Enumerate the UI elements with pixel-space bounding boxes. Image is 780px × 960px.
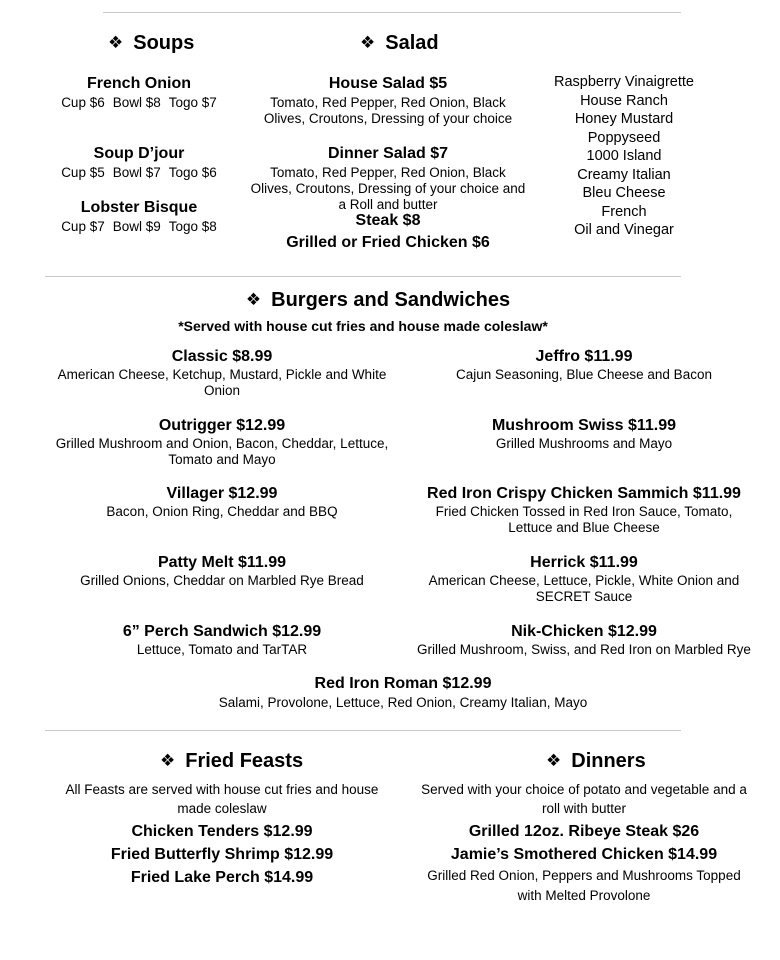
diamond-icon: ❖ (160, 751, 176, 770)
burgers-note: *Served with house cut fries and house made coleslaw* (178, 318, 548, 334)
item-name: Jeffro $11.99 (535, 348, 633, 365)
menu-item-red-iron-roman (100, 673, 706, 711)
item-name: Mushroom Swiss $11.99 (491, 417, 677, 434)
item-name: 6” Perch Sandwich $12.99 (122, 623, 322, 640)
soup-prices: Cup $6 Bowl $8 Togo $7 (61, 95, 217, 110)
item-name: Nik-Chicken $12.99 (511, 623, 657, 640)
menu-item-perch-sandwich (40, 621, 404, 658)
dinner-desc: with Melted Provolone (517, 888, 651, 903)
soup-item-soup-djour (28, 143, 250, 181)
feasts-note: All Feasts are served with house cut fries and house (65, 782, 379, 797)
diamond-icon: ❖ (108, 33, 124, 52)
diamond-icon: ❖ (546, 751, 562, 770)
soup-item-lobster-bisque (28, 197, 250, 235)
soup-name: Soup D’jour (93, 145, 185, 162)
menu-item-herrick (404, 552, 764, 605)
item-desc: Tomato and Mayo (168, 452, 276, 467)
salad-header: ❖ Salad (360, 32, 439, 54)
dressing-item: Creamy Italian (577, 166, 671, 183)
dressing-item: French (601, 203, 647, 220)
item-desc: Grilled Mushrooms and Mayo (495, 436, 673, 451)
salad-desc: Tomato, Red Pepper, Red Onion, Black (270, 165, 506, 180)
dressing-item: Bleu Cheese (582, 185, 666, 201)
feast-item: Chicken Tenders $12.99 (131, 823, 313, 840)
feasts-note: made coleslaw (177, 801, 267, 816)
section-divider (45, 730, 681, 731)
menu-item-crispy-chicken (404, 483, 764, 536)
item-desc: Onion (203, 383, 241, 398)
salad-desc: a Roll and butter (338, 197, 438, 212)
dressing-list (524, 73, 724, 240)
section-divider (45, 276, 681, 277)
menu-item-mushroom-swiss (404, 415, 764, 452)
item-desc: American Cheese, Lettuce, Pickle, White Onion and (428, 573, 740, 588)
menu-item-patty-melt (40, 552, 404, 589)
menu-item-jeffro (404, 346, 764, 383)
dressing-item: Raspberry Vinaigrette (554, 74, 694, 90)
salad-name: House Salad $5 (328, 75, 448, 92)
soups-header: ❖ Soups (108, 32, 195, 54)
soup-prices: Cup $7 Bowl $9 Togo $8 (61, 219, 217, 234)
menu-item-classic (40, 346, 404, 399)
item-name: Villager $12.99 (166, 485, 278, 502)
dressing-item: Honey Mustard (574, 111, 674, 127)
salad-chicken-addon: Grilled or Fried Chicken $6 (286, 234, 490, 251)
item-name: Red Iron Crispy Chicken Sammich $11.99 (427, 485, 741, 502)
item-desc: American Cheese, Ketchup, Mustard, Pickle and White (57, 367, 387, 382)
top-divider (103, 12, 681, 13)
dinners-section (404, 780, 764, 906)
salad-desc: Tomato, Red Pepper, Red Onion, Black (270, 95, 506, 110)
item-name: Patty Melt $11.99 (157, 554, 287, 571)
salad-house (238, 73, 538, 127)
item-desc: Bacon, Onion Ring, Cheddar and BBQ (106, 504, 338, 519)
item-desc: Grilled Mushroom, Swiss, and Red Iron on Marbled Rye (417, 642, 751, 657)
soup-name: French Onion (87, 75, 191, 92)
dinners-note: roll with butter (541, 801, 627, 816)
fried-feasts-section (40, 780, 404, 889)
item-name: Red Iron Roman $12.99 (314, 675, 492, 692)
dressing-item: House Ranch (580, 92, 668, 109)
burgers-header: ❖ Burgers and Sandwiches (245, 289, 511, 311)
soup-prices: Cup $5 Bowl $7 Togo $6 (61, 165, 217, 180)
item-desc: Cajun Seasoning, Blue Cheese and Bacon (456, 367, 712, 382)
dinner-desc: Grilled Red Onion, Peppers and Mushrooms Topped (427, 868, 741, 883)
salad-name: Dinner Salad $7 (327, 145, 449, 162)
item-desc: SECRET Sauce (535, 589, 633, 604)
item-name: Herrick $11.99 (530, 554, 638, 571)
salad-desc: Olives, Croutons, Dressing of your choice (263, 111, 513, 126)
feast-item: Fried Butterfly Shrimp $12.99 (110, 846, 334, 863)
item-name: Outrigger $12.99 (158, 417, 286, 434)
item-desc: Grilled Mushroom and Onion, Bacon, Cheddar, Lettuce, (55, 436, 389, 451)
item-desc: Grilled Onions, Cheddar on Marbled Rye Bread (80, 573, 364, 588)
item-desc: Lettuce and Blue Cheese (508, 520, 660, 535)
diamond-icon: ❖ (360, 33, 376, 52)
dinners-note: Served with your choice of potato and vegetable and a (421, 782, 747, 797)
menu-item-outrigger (40, 415, 404, 468)
dressing-item: Oil and Vinegar (574, 222, 674, 238)
dressing-item: 1000 Island (586, 148, 662, 164)
feast-item: Fried Lake Perch $14.99 (130, 869, 314, 886)
dinner-item-smothered-chicken: Jamie’s Smothered Chicken $14.99 (450, 846, 718, 863)
item-desc: Lettuce, Tomato and TarTAR (136, 642, 308, 657)
dinner-item-ribeye: Grilled 12oz. Ribeye Steak $26 (468, 823, 700, 840)
menu-item-villager (40, 483, 404, 520)
fried-feasts-header: ❖ Fried Feasts (160, 750, 304, 772)
dressing-item: Poppyseed (587, 129, 661, 146)
item-name: Classic $8.99 (171, 348, 273, 365)
salad-desc: Olives, Croutons, Dressing of your choice and (250, 181, 526, 196)
item-desc: Salami, Provolone, Lettuce, Red Onion, Creamy Italian, Mayo (218, 695, 588, 710)
menu-item-nik-chicken (404, 621, 764, 658)
item-desc: Fried Chicken Tossed in Red Iron Sauce, Tomato, (435, 504, 733, 519)
diamond-icon: ❖ (245, 290, 262, 309)
salad-steak-addon: Steak $8 (355, 212, 421, 229)
salad-dinner (238, 143, 538, 253)
soup-item-french-onion (28, 73, 250, 111)
dinners-header: ❖ Dinners (546, 750, 646, 772)
soup-name: Lobster Bisque (80, 199, 198, 216)
